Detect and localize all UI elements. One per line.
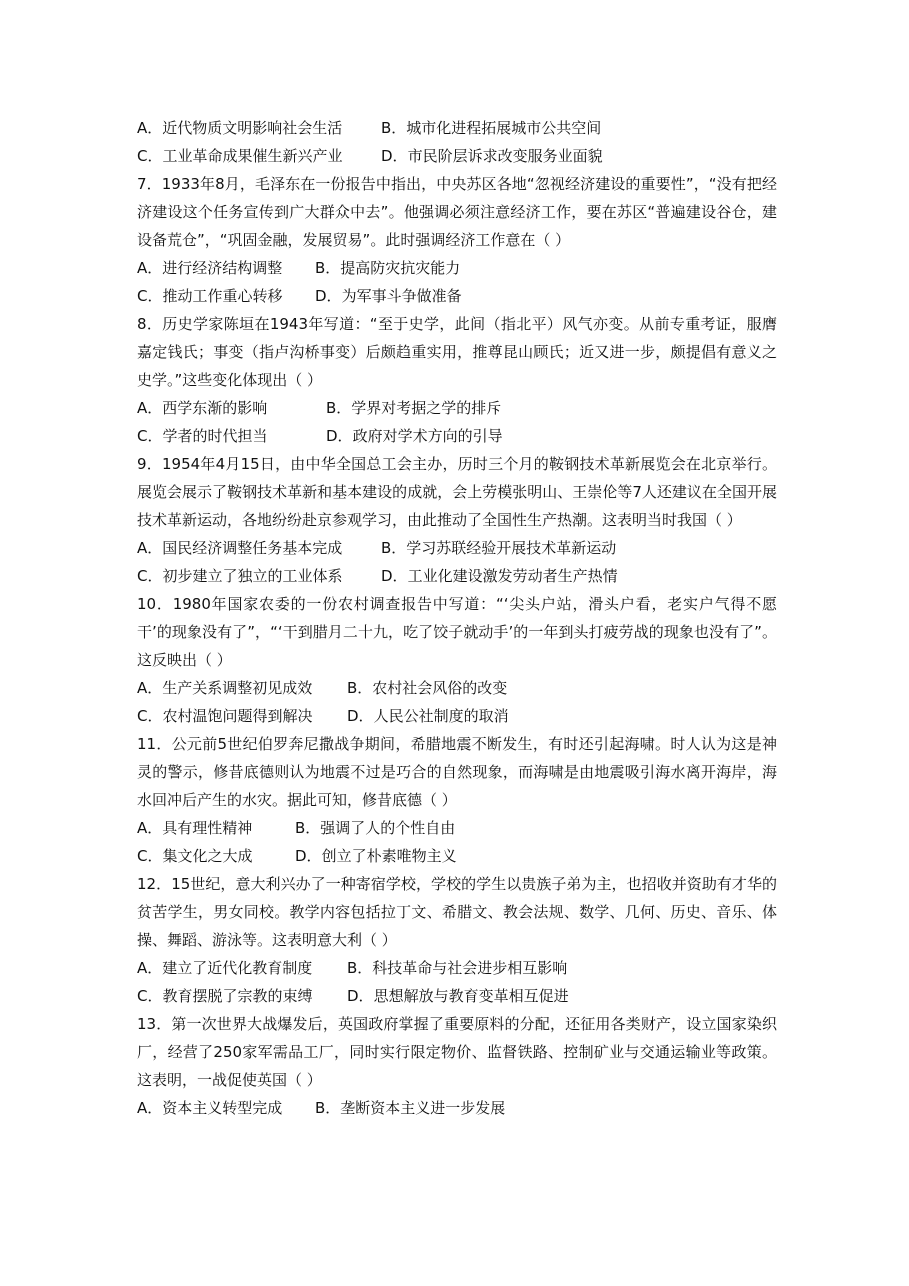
option-c: C．初步建立了独立的工业体系 xyxy=(137,567,343,585)
option-a: A．资本主义转型完成 xyxy=(137,1099,283,1117)
option-a: A．具有理性精神 xyxy=(137,819,253,837)
option-row xyxy=(137,674,777,702)
question-8 xyxy=(137,310,777,450)
option-a: A．建立了近代化教育制度 xyxy=(137,959,313,977)
option-c: C．学者的时代担当 xyxy=(137,427,268,445)
question-stem xyxy=(137,1010,777,1094)
question-number: 12． xyxy=(137,875,172,893)
option-a: A．西学东渐的影响 xyxy=(137,399,268,417)
option-b: B．城市化进程拓展城市公共空间 xyxy=(381,119,602,137)
option-row xyxy=(137,282,777,310)
question-text: 1980年国家农委的一份农村调查报告中写道：“‘尖头户站，滑头户看，老实户气得不愿干’的现象没有了”，“‘干到腊月二十九，吃了饺子就动手’的一年到头打疲劳战的现象也没有了”。这反映出（ ） xyxy=(137,595,778,669)
question-stem xyxy=(137,450,777,534)
question-text: 1954年4月15日，由中华全国总工会主办，历时三个月的鞍钢技术革新展览会在北京举行。展览会展示了鞍钢技术革新和基本建设的成就，会上劳模张明山、王崇伦等7人还建议在全国开展技术革新运动，各地纷纷赴京参观学习，由此推动了全国性生产热潮。这表明当时我国（ ） xyxy=(137,455,778,529)
option-row xyxy=(137,394,777,422)
option-d: D．市民阶层诉求改变服务业面貌 xyxy=(381,147,603,165)
option-a: A．近代物质文明影响社会生活 xyxy=(137,119,343,137)
option-row xyxy=(137,1094,777,1122)
question-text: 第一次世界大战爆发后，英国政府掌握了重要原料的分配，还征用各类财产，设立国家染织厂，经营了250家军需品工厂，同时实行限定物价、监督铁路、控制矿业与交通运输业等政策。这表明，一战促使英国（ ） xyxy=(137,1015,777,1089)
question-number: 7． xyxy=(137,175,162,193)
option-a: A．国民经济调整任务基本完成 xyxy=(137,539,343,557)
question-text: 公元前5世纪伯罗奔尼撒战争期间，希腊地震不断发生，有时还引起海啸。时人认为这是神灵的警示，修昔底德则认为地震不过是巧合的自然现象，而海啸是由地震吸引海水离开海岸，海水回冲后产生的水灾。据此可知，修昔底德（ ） xyxy=(137,735,777,809)
question-6 xyxy=(137,114,777,170)
question-text: 历史学家陈垣在1943年写道：“至于史学，此间（指北平）风气亦变。从前专重考证，服膺嘉定钱氏；事变（指卢沟桥事变）后颇趋重实用，推尊昆山顾氏；近又进一步，颇提倡有意义之史学。”这些变化体现出（ ） xyxy=(137,315,778,389)
option-d: D．创立了朴素唯物主义 xyxy=(295,847,457,865)
option-d: D．工业化建设激发劳动者生产热情 xyxy=(381,567,618,585)
option-c: C．农村温饱问题得到解决 xyxy=(137,707,313,725)
option-b: B．农村社会风俗的改变 xyxy=(347,679,508,697)
option-row xyxy=(137,562,777,590)
option-row xyxy=(137,114,777,142)
option-b: B．科技革命与社会进步相互影响 xyxy=(347,959,568,977)
question-13 xyxy=(137,1010,777,1122)
option-row xyxy=(137,842,777,870)
question-number: 8． xyxy=(137,315,163,333)
option-a: A．进行经济结构调整 xyxy=(137,259,283,277)
option-b: B．强调了人的个性自由 xyxy=(295,819,456,837)
option-c: C．推动工作重心转移 xyxy=(137,287,283,305)
question-text: 1933年8月，毛泽东在一份报告中指出，中央苏区各地“忽视经济建设的重要性”，“没有把经济建设这个任务宣传到广大群众中去”。他强调必须注意经济工作，要在苏区“普遍建设谷仓，建设备荒仓”，“巩固金融，发展贸易”。此时强调经济工作意在（ ） xyxy=(137,175,777,249)
question-stem xyxy=(137,730,777,814)
question-9 xyxy=(137,450,777,590)
option-b: B．提高防灾抗灾能力 xyxy=(315,259,461,277)
option-row xyxy=(137,422,777,450)
question-stem xyxy=(137,870,777,954)
question-stem xyxy=(137,170,777,254)
question-12 xyxy=(137,870,777,1010)
option-b: B．学习苏联经验开展技术革新运动 xyxy=(381,539,617,557)
option-b: B．学界对考据之学的排斥 xyxy=(326,399,502,417)
option-d: D．政府对学术方向的引导 xyxy=(326,427,503,445)
option-d: D．人民公社制度的取消 xyxy=(347,707,509,725)
question-number: 10． xyxy=(137,595,173,613)
option-row xyxy=(137,814,777,842)
option-row xyxy=(137,534,777,562)
option-row xyxy=(137,702,777,730)
question-11 xyxy=(137,730,777,870)
option-a: A．生产关系调整初见成效 xyxy=(137,679,313,697)
option-c: C．工业革命成果催生新兴产业 xyxy=(137,147,343,165)
question-stem xyxy=(137,590,777,674)
question-7 xyxy=(137,170,777,310)
question-number: 9． xyxy=(137,455,162,473)
question-number: 11． xyxy=(137,735,172,753)
option-d: D．为军事斗争做准备 xyxy=(315,287,462,305)
option-b: B．垄断资本主义进一步发展 xyxy=(315,1099,506,1117)
question-10 xyxy=(137,590,777,730)
option-row xyxy=(137,142,777,170)
option-c: C．集文化之大成 xyxy=(137,847,253,865)
option-c: C．教育摆脱了宗教的束缚 xyxy=(137,987,313,1005)
option-row xyxy=(137,954,777,982)
question-list xyxy=(137,114,777,1122)
question-text: 15世纪，意大利兴办了一种寄宿学校，学校的学生以贵族子弟为主，也招收并资助有才华的贫苦学生，男女同校。教学内容包括拉丁文、希腊文、教会法规、数学、几何、历史、音乐、体操、舞蹈、游泳等。这表明意大利（ ） xyxy=(137,875,778,949)
option-d: D．思想解放与教育变革相互促进 xyxy=(347,987,569,1005)
option-row xyxy=(137,254,777,282)
question-stem xyxy=(137,310,777,394)
question-number: 13． xyxy=(137,1015,172,1033)
option-row xyxy=(137,982,777,1010)
